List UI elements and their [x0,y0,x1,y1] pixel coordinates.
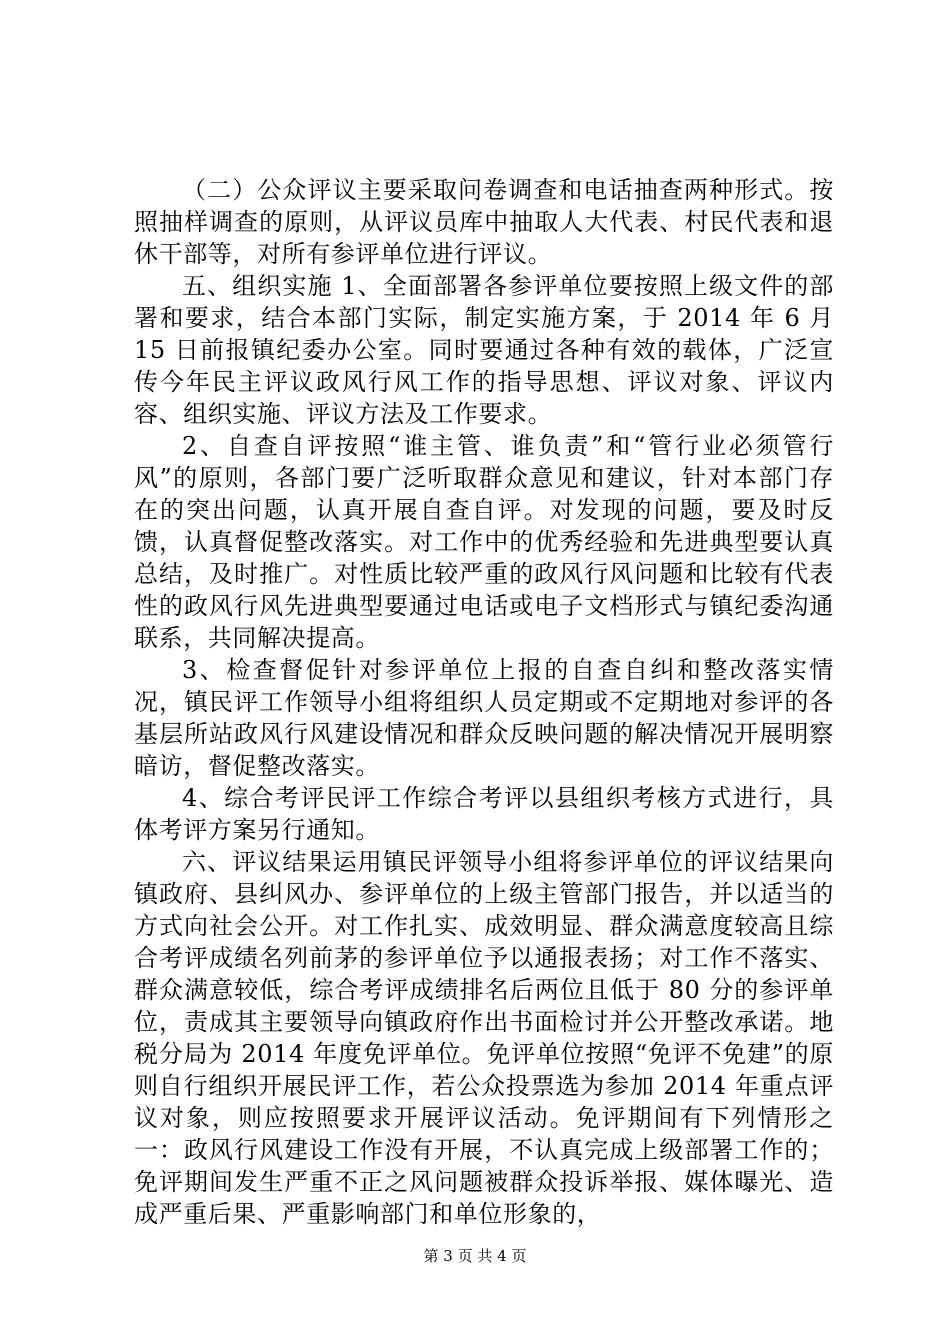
paragraph-section-six: 六、评议结果运用镇民评领导小组将参评单位的评议结果向镇政府、县纠风办、参评单位的上级主管部门报告，并以适当的方式向社会公开。对工作扎实、成效明显、群众满意度较高且综合考评成绩名列前茅的参评单位予以通报表扬；对工作不落实、群众满意较低，综合考评成绩排名后两位且低于 80 分的参评单位，责成其主要领导向镇政府作出书面检讨并公开整改承诺。地税分局为 2014 年度免评单位。免评单位按照“免评不免建”的原则自行组织开展民评工作，若公众投票选为参加 2014 年重点评议对象，则应按照要求开展评议活动。免评期间有下列情形之一：政风行风建设工作没有开展，不认真完成上级部署工作的；免评期间发生严重不正之风问题被群众投诉举报、媒体曝光、造成严重后果、严重影响部门和单位形象的， [134,848,834,1228]
paragraph-inspection: 3、检查督促针对参评单位上报的自查自纠和整改落实情况，镇民评工作领导小组将组织人员定期或不定期地对参评的各基层所站政风行风建设情况和群众反映问题的解决情况开展明察暗访，督促整改落实。 [134,656,834,780]
paragraph-self-review: 2、自查自评按照“谁主管、谁负责”和“管行业必须管行风”的原则，各部门要广泛听取群众意见和建议，针对本部门存在的突出问题，认真开展自查自评。对发现的问题，要及时反馈，认真督促整改落实。对工作中的优秀经验和先进典型要认真总结，及时推广。对性质比较严重的政风行风问题和比较有代表性的政风行风先进典型要通过电话或电子文档形式与镇纪委沟通联系，共同解决提高。 [134,432,834,652]
paragraph-section-five: 五、组织实施 1、全面部署各参评单位要按照上级文件的部署和要求，结合本部门实际，制定实施方案，于 2014 年 6 月 15 日前报镇纪委办公室。同时要通过各种有效的载体，广泛宣传今年民主评议政风行风工作的指导思想、评议对象、评议内容、组织实施、评议方法及工作要求。 [134,272,834,428]
page-footer: 第 3 页 共 4 页 [423,1247,527,1265]
document-body [134,174,834,1230]
paragraph-public-review: （二）公众评议主要采取问卷调查和电话抽查两种形式。按照抽样调查的原则，从评议员库中抽取人大代表、村民代表和退休干部等，对所有参评单位进行评议。 [134,176,834,268]
paragraph-comprehensive-review: 4、综合考评民评工作综合考评以县组织考核方式进行，具体考评方案另行通知。 [134,784,834,844]
